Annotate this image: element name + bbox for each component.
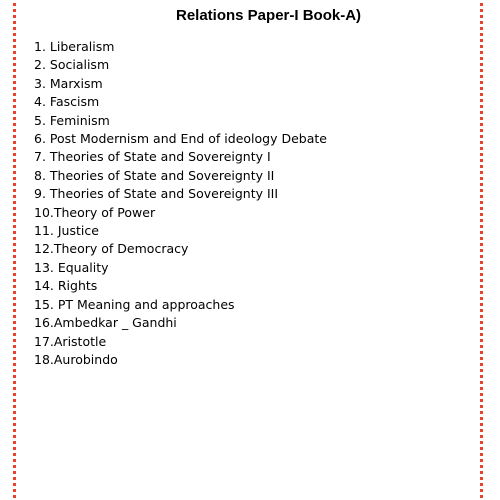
document-heading: Relations Paper-I Book-A) [176,7,362,24]
topic-item: 12.Theory of Democracy [34,241,189,257]
topic-item: 10.Theory of Power [34,204,156,220]
topic-item: 5. Feminism [34,112,110,128]
topic-item: 6. Post Modernism and End of ideology Debate [34,131,327,147]
topic-item: 3. Marxism [34,75,103,91]
topic-item: 9. Theories of State and Sovereignty III [34,186,279,202]
topic-item: 11. Justice [34,223,99,239]
topic-item: 16.Ambedkar _ Gandhi [34,315,177,331]
topic-item: 1. Liberalism [34,39,115,54]
topic-item: 2. Socialism [34,57,110,73]
topic-item: 13. Equality [34,259,109,275]
topic-list [34,38,327,369]
topic-item: 4. Fascism [34,94,100,110]
topic-item: 17.Aristotle [34,333,107,349]
topic-item: 8. Theories of State and Sovereignty II [34,167,275,183]
topic-item: 7. Theories of State and Sovereignty I [34,149,271,165]
topic-item: 14. Rights [34,278,98,294]
topic-item: 18.Aurobindo [34,351,118,367]
topic-item: 15. PT Meaning and approaches [34,296,235,312]
